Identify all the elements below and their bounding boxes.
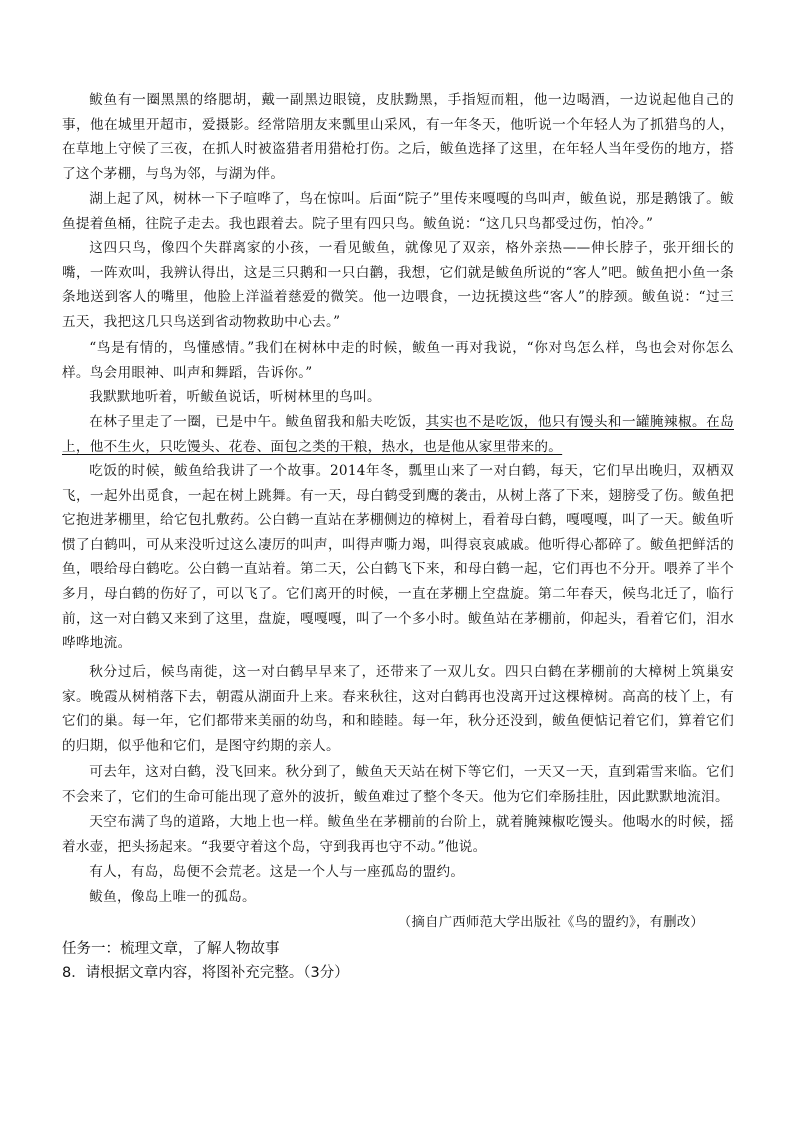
article-paragraph-4: “鸟是有情的，鸟懂感情。”我们在树林中走的时候，鲅鱼一再对我说，“你对鸟怎么样，鸟也会对你怎么样。鸟会用眼神、叫声和舞蹈，告诉你。” bbox=[62, 340, 734, 381]
question-8: 8．请根据文章内容，将图补充完整。（3分） bbox=[62, 965, 349, 981]
article-paragraph-9: 可去年，这对白鹤，没飞回来。秋分到了，鲅鱼天天站在树下等它们，一天又一天，直到霜雪来临。它们不会来了，它们的生命可能出现了意外的波折，鲅鱼难过了整个冬天。他为它们牵肠挂肚，因此默默地流泪。 bbox=[62, 764, 734, 805]
article-paragraph-6 bbox=[62, 410, 734, 459]
article-paragraph-3: 这四只鸟，像四个失群离家的小孩，一看见鲅鱼，就像见了双亲，格外亲热——伸长脖子，张开细长的嘴，一阵欢叫，我辨认得出，这是三只鹅和一只白鹳，我想，它们就是鲅鱼所说的“客人”吧。鲅鱼把小鱼一条条地送到客人的嘴里，他脸上洋溢着慈爱的微笑。他一边喂食，一边抚摸这些“客人”的脖颈。鲅鱼说：“过三五天，我把这几只鸟送到省动物救助中心去。” bbox=[62, 240, 734, 330]
article-paragraph-5: 我默默地听着，听鲅鱼说话，听树林里的鸟叫。 bbox=[89, 389, 381, 405]
paragraph-6-plain: 在林子里走了一圈，已是中午。鲅鱼留我和船夫吃饭， bbox=[89, 414, 426, 430]
article-paragraph-10: 天空布满了鸟的道路，大地上也一样。鲅鱼坐在茅棚前的台阶上，就着腌辣椒吃馒头。他喝水的时候，摇着水壶，把头扬起来。“我要守着这个岛，守到我再也守不动。”他说。 bbox=[62, 814, 734, 855]
article-paragraph-1: 鲅鱼有一圈黑黑的络腮胡，戴一副黑边眼镜，皮肤黝黑，手指短而粗，他一边喝酒，一边说起他自己的事，他在城里开超市，爱摄影。经常陪朋友来瓢里山采风，有一年冬天，他听说一个年轻人为了抓猎鸟的人，在草地上守候了三夜，在抓人时被盗猎者用猎枪打伤。之后，鲅鱼选择了这里，在年轻人当年受伤的地方，搭了这个茅棚，与鸟为邻，与湖为伴。 bbox=[62, 92, 734, 182]
article-paragraph-2: 湖上起了风，树林一下子喧哗了，鸟在惊叫。后面“院子”里传来嘎嘎的鸟叫声，鲅鱼说，那是鹅饿了。鲅鱼提着鱼桶，往院子走去。我也跟着去。院子里有四只鸟。鲅鱼说：“这几只鸟都受过伤，怕冷。” bbox=[62, 191, 734, 232]
underlined-sentence: 其实也不是吃饭，他只有馒头和一罐腌辣椒。在岛上，他不生火，只吃馒头、花卷、面包之类的干粮，热水，也是他从家里带来的。 bbox=[62, 414, 734, 455]
article-paragraph-12: 鲅鱼，像岛上唯一的孤岛。 bbox=[89, 889, 256, 905]
task-title: 任务一：梳理文章，了解人物故事 bbox=[62, 941, 280, 957]
article-source: （摘自广西师范大学出版社《鸟的盟约》，有删改） bbox=[397, 915, 704, 930]
article-paragraph-8: 秋分过后，候鸟南徙，这一对白鹤早早来了，还带来了一双儿女。四只白鹤在茅棚前的大樟树上筑巢安家。晚霞从树梢落下去，朝霞从湖面升上来。春来秋往，这对白鹤再也没离开过这棵樟树。高高的枝丫上，有它们的巢。每一年，它们都带来美丽的幼鸟，和和睦睦。每一年，秋分还没到，鲅鱼便惦记着它们，算着它们的归期，似乎他和它们，是图守约期的亲人。 bbox=[62, 664, 734, 754]
article-paragraph-7: 吃饭的时候，鲅鱼给我讲了一个故事。2014年冬，瓢里山来了一对白鹤，每天，它们早出晚归，双栖双飞，一起外出觅食，一起在树上跳舞。有一天，母白鹤受到鹰的袭击，从树上落了下来，翅膀受了伤。鲅鱼把它抱进茅棚里，给它包扎敷药。公白鹤一直站在茅棚侧边的樟树上，看着母白鹤，嘎嘎嘎，叫了一天。鲅鱼听惯了白鹤叫，可从来没听过这么凄厉的叫声，叫得声嘶力竭，叫得哀哀戚戚。他听得心都碎了。鲅鱼把鲜活的鱼，喂给母白鹤吃。公白鹤一直站着。第二天，公白鹤飞下来，和母白鹤一起，它们再也不分开。喂养了半个多月，母白鹤的伤好了，可以飞了。它们离开的时候，一直在茅棚上空盘旋。第二年春天，候鸟北迁了，临行前，这一对白鹤又来到了这里，盘旋，嘎嘎嘎，叫了一个多小时。鲅鱼站在茅棚前，仰起头，看着它们，泪水哗哗地流。 bbox=[62, 463, 734, 652]
article-paragraph-11: 有人，有岛，岛便不会荒老。这是一个人与一座孤岛的盟约。 bbox=[89, 864, 465, 880]
